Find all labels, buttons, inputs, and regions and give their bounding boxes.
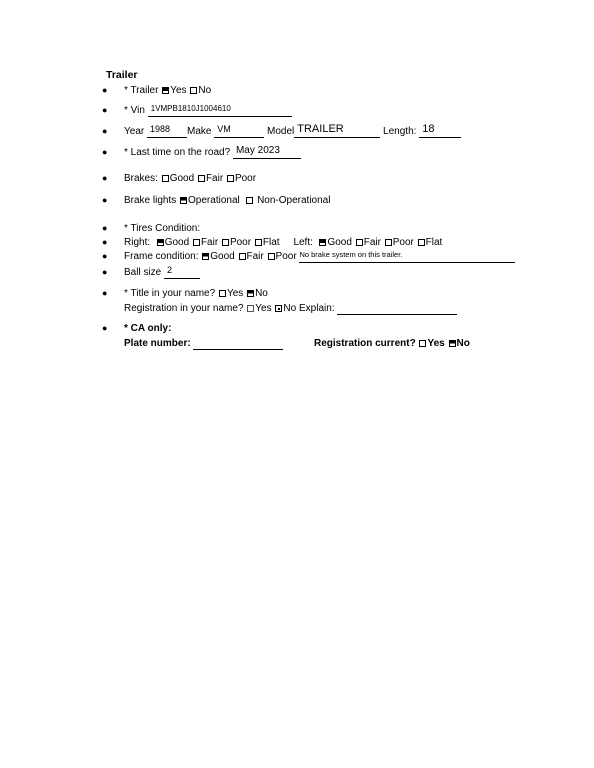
registration-label: Registration in your name? bbox=[124, 303, 244, 314]
explain-field[interactable] bbox=[337, 303, 457, 315]
brake-lights-operational-checkbox[interactable] bbox=[180, 197, 187, 204]
tires-left-good-label: Good bbox=[327, 237, 352, 248]
bullet: ● bbox=[102, 223, 108, 233]
brakes-label: Brakes: bbox=[124, 173, 158, 184]
plate-label: Plate number: bbox=[124, 338, 191, 349]
tires-right-poor-checkbox[interactable] bbox=[222, 239, 229, 246]
frame-note-field[interactable] bbox=[299, 251, 515, 263]
tires-label: * Tires Condition: bbox=[124, 223, 201, 234]
bullet: ● bbox=[102, 323, 108, 333]
brake-lights-operational-label: Operational bbox=[188, 195, 240, 206]
ca-only-label: * CA only: bbox=[124, 323, 172, 334]
frame-poor-label: Poor bbox=[275, 251, 297, 262]
trailer-label: * Trailer bbox=[124, 85, 159, 96]
length-field[interactable] bbox=[419, 123, 461, 138]
make-field[interactable] bbox=[214, 126, 264, 138]
bullet: ● bbox=[102, 147, 108, 157]
bullet: ● bbox=[102, 173, 108, 183]
bullet: ● bbox=[102, 105, 108, 115]
bullet: ● bbox=[102, 251, 108, 261]
model-field[interactable] bbox=[294, 123, 380, 138]
brake-lights-label: Brake lights bbox=[124, 195, 177, 206]
brakes-poor-label: Poor bbox=[234, 173, 257, 184]
tires-right-good-checkbox[interactable] bbox=[157, 239, 164, 246]
bullet: ● bbox=[102, 85, 108, 95]
title-label: * Title in your name? bbox=[124, 288, 216, 299]
frame-fair-label: Fair bbox=[246, 251, 264, 262]
model-label: Model bbox=[267, 126, 295, 137]
brake-lights-non-operational-checkbox[interactable] bbox=[246, 197, 253, 204]
length-label: Length: bbox=[383, 126, 417, 137]
title-yes-checkbox[interactable] bbox=[219, 290, 226, 297]
brakes-good-label: Good bbox=[169, 173, 195, 184]
registration-yes-label: Yes bbox=[255, 303, 272, 314]
trailer-no-checkbox[interactable] bbox=[190, 87, 197, 94]
brakes-poor-checkbox[interactable] bbox=[227, 175, 234, 182]
explain-label: Explain: bbox=[298, 303, 335, 314]
tires-right-fair-label: Fair bbox=[200, 237, 219, 248]
frame-fair-checkbox[interactable] bbox=[239, 253, 246, 260]
model-value: TRAILER bbox=[297, 123, 344, 135]
bullet: ● bbox=[102, 126, 108, 136]
tires-right-flat-label: Flat bbox=[262, 237, 280, 248]
vin-field[interactable] bbox=[148, 105, 292, 117]
frame-good-checkbox[interactable] bbox=[202, 253, 209, 260]
title-no-label: No bbox=[255, 288, 268, 299]
title-no-checkbox[interactable] bbox=[247, 290, 254, 297]
section-title: Trailer bbox=[106, 69, 138, 81]
ball-field[interactable] bbox=[164, 267, 200, 279]
bullet: ● bbox=[102, 267, 108, 277]
reg-current-no-checkbox[interactable] bbox=[449, 340, 456, 347]
tires-left-fair-checkbox[interactable] bbox=[356, 239, 363, 246]
plate-field[interactable] bbox=[193, 338, 283, 350]
vin-value: 1VMPB1810J1004610 bbox=[150, 104, 231, 113]
tires-right-label: Right: bbox=[124, 237, 151, 248]
bullet: ● bbox=[102, 195, 108, 205]
frame-good-label: Good bbox=[210, 251, 235, 262]
reg-current-no-label: No bbox=[456, 338, 470, 349]
year-label: Year bbox=[124, 126, 145, 137]
frame-note-value: No brake system on this trailer. bbox=[299, 250, 403, 259]
tires-left-flat-label: Flat bbox=[425, 237, 443, 248]
trailer-no-label: No bbox=[198, 85, 212, 96]
last-road-label: * Last time on the road? bbox=[124, 147, 231, 158]
tires-right-good-label: Good bbox=[164, 237, 190, 248]
brakes-fair-checkbox[interactable] bbox=[198, 175, 205, 182]
ball-value: 2 bbox=[167, 265, 173, 275]
tires-left-label: Left: bbox=[293, 237, 313, 248]
trailer-yes-checkbox[interactable] bbox=[162, 87, 169, 94]
frame-label: Frame condition: bbox=[124, 251, 199, 262]
reg-current-yes-checkbox[interactable] bbox=[419, 340, 426, 347]
year-field[interactable] bbox=[147, 126, 187, 138]
tires-right-poor-label: Poor bbox=[229, 237, 252, 248]
reg-current-label: Registration current? bbox=[314, 338, 416, 349]
tires-right-flat-checkbox[interactable] bbox=[255, 239, 262, 246]
bullet: ● bbox=[102, 288, 108, 298]
vin-label: * Vin bbox=[124, 105, 145, 116]
frame-poor-checkbox[interactable] bbox=[268, 253, 275, 260]
reg-current-yes-label: Yes bbox=[427, 338, 445, 349]
registration-no-label: No bbox=[283, 303, 297, 314]
title-yes-label: Yes bbox=[226, 288, 244, 299]
tires-right-fair-checkbox[interactable] bbox=[193, 239, 200, 246]
brakes-good-checkbox[interactable] bbox=[162, 175, 169, 182]
registration-yes-checkbox[interactable] bbox=[247, 305, 254, 312]
tires-left-poor-label: Poor bbox=[392, 237, 414, 248]
brake-lights-non-operational-label: Non-Operational bbox=[257, 195, 331, 206]
make-label: Make bbox=[187, 126, 212, 137]
registration-no-checkbox[interactable] bbox=[275, 305, 282, 312]
tires-left-poor-checkbox[interactable] bbox=[385, 239, 392, 246]
brakes-fair-label: Fair bbox=[205, 173, 224, 184]
ball-label: Ball size bbox=[124, 267, 162, 278]
year-value: 1988 bbox=[150, 124, 171, 134]
last-road-value: May 2023 bbox=[235, 145, 280, 156]
make-value: VM bbox=[217, 124, 231, 134]
length-value: 18 bbox=[422, 123, 435, 135]
tires-left-good-checkbox[interactable] bbox=[319, 239, 326, 246]
last-road-field[interactable] bbox=[233, 147, 301, 159]
trailer-yes-label: Yes bbox=[170, 85, 187, 96]
bullet: ● bbox=[102, 237, 108, 247]
tires-left-fair-label: Fair bbox=[363, 237, 381, 248]
tires-left-flat-checkbox[interactable] bbox=[418, 239, 425, 246]
